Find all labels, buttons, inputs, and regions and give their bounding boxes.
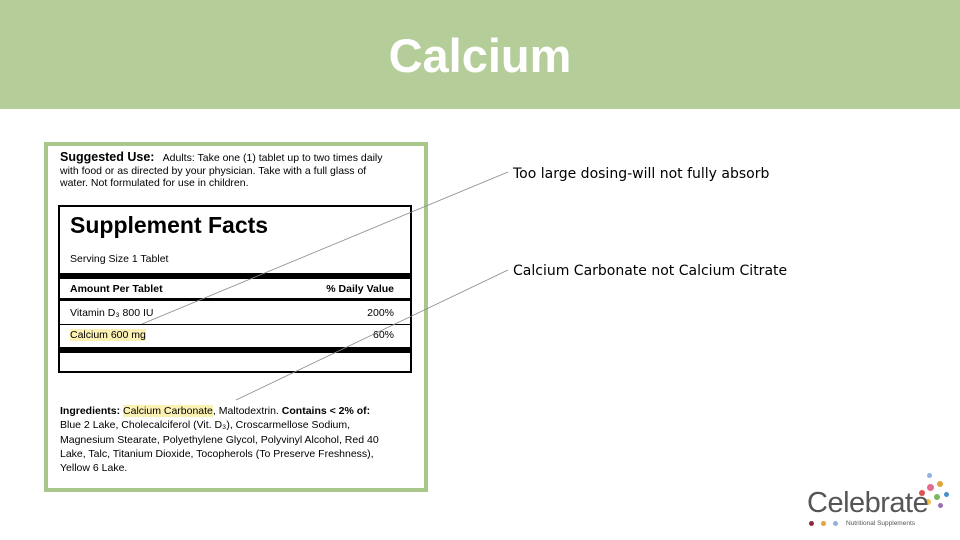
slide-title: Calcium (388, 29, 572, 82)
suggested-use-heading: Suggested Use: (60, 150, 155, 164)
callout-line-carbonate (236, 270, 508, 400)
logo-dot (944, 492, 949, 497)
ingredient-line: Lake, Talc, Titanium Dioxide, Tocopherols (To Preserve Freshness), (60, 447, 374, 460)
nutrient-dv: 60% (372, 329, 394, 341)
suggested-use-line: with food or as directed by your physician. Take with a full glass of (60, 164, 367, 177)
nutrient-name: Calcium 600 mg (70, 329, 146, 341)
celebrate-logo (806, 470, 952, 532)
supplement-facts-title: Supplement Facts (70, 212, 269, 238)
logo-dot (937, 481, 943, 487)
suggested-use-line: water. Not formulated for use in children. (60, 177, 249, 189)
logo-dot (934, 494, 940, 500)
logo-dot (809, 521, 814, 526)
logo-dot (927, 473, 932, 478)
ingredient-line: Magnesium Stearate, Polyethylene Glycol, Polyvinyl Alcohol, Red 40 (60, 433, 379, 446)
ingredients-heading: Ingredients: (60, 405, 121, 417)
contains-heading: Contains < 2% of: (281, 405, 371, 417)
nutrient-name: Vitamin D₃ 800 IU (70, 307, 154, 319)
annotation-dosing: Too large dosing-will not fully absorb (513, 166, 770, 182)
logo-wordmark: Celebrate (807, 487, 929, 519)
logo-dot (833, 521, 838, 526)
amount-per-tablet-header: Amount Per Tablet (70, 283, 163, 295)
serving-size: Serving Size 1 Tablet (70, 253, 169, 265)
logo-dot (938, 503, 943, 508)
ingredient-line: Blue 2 Lake, Cholecalciferol (Vit. D₃), Croscarmellose Sodium, (60, 419, 351, 432)
daily-value-header: % Daily Value (326, 283, 394, 295)
ingredient-line: Yellow 6 Lake. (60, 462, 128, 475)
ingredient-highlight: Calcium Carbonate (123, 405, 213, 417)
nutrient-dv: 200% (367, 307, 394, 319)
callout-line-dosing (142, 172, 508, 324)
annotation-carbonate: Calcium Carbonate not Calcium Citrate (513, 263, 788, 279)
logo-dot (821, 521, 826, 526)
ingredient-text: , Maltodextrin. (212, 405, 279, 417)
suggested-use-line: Adults: Take one (1) tablet up to two times daily (162, 152, 383, 164)
logo-tagline: Nutritional Supplements (846, 520, 916, 527)
